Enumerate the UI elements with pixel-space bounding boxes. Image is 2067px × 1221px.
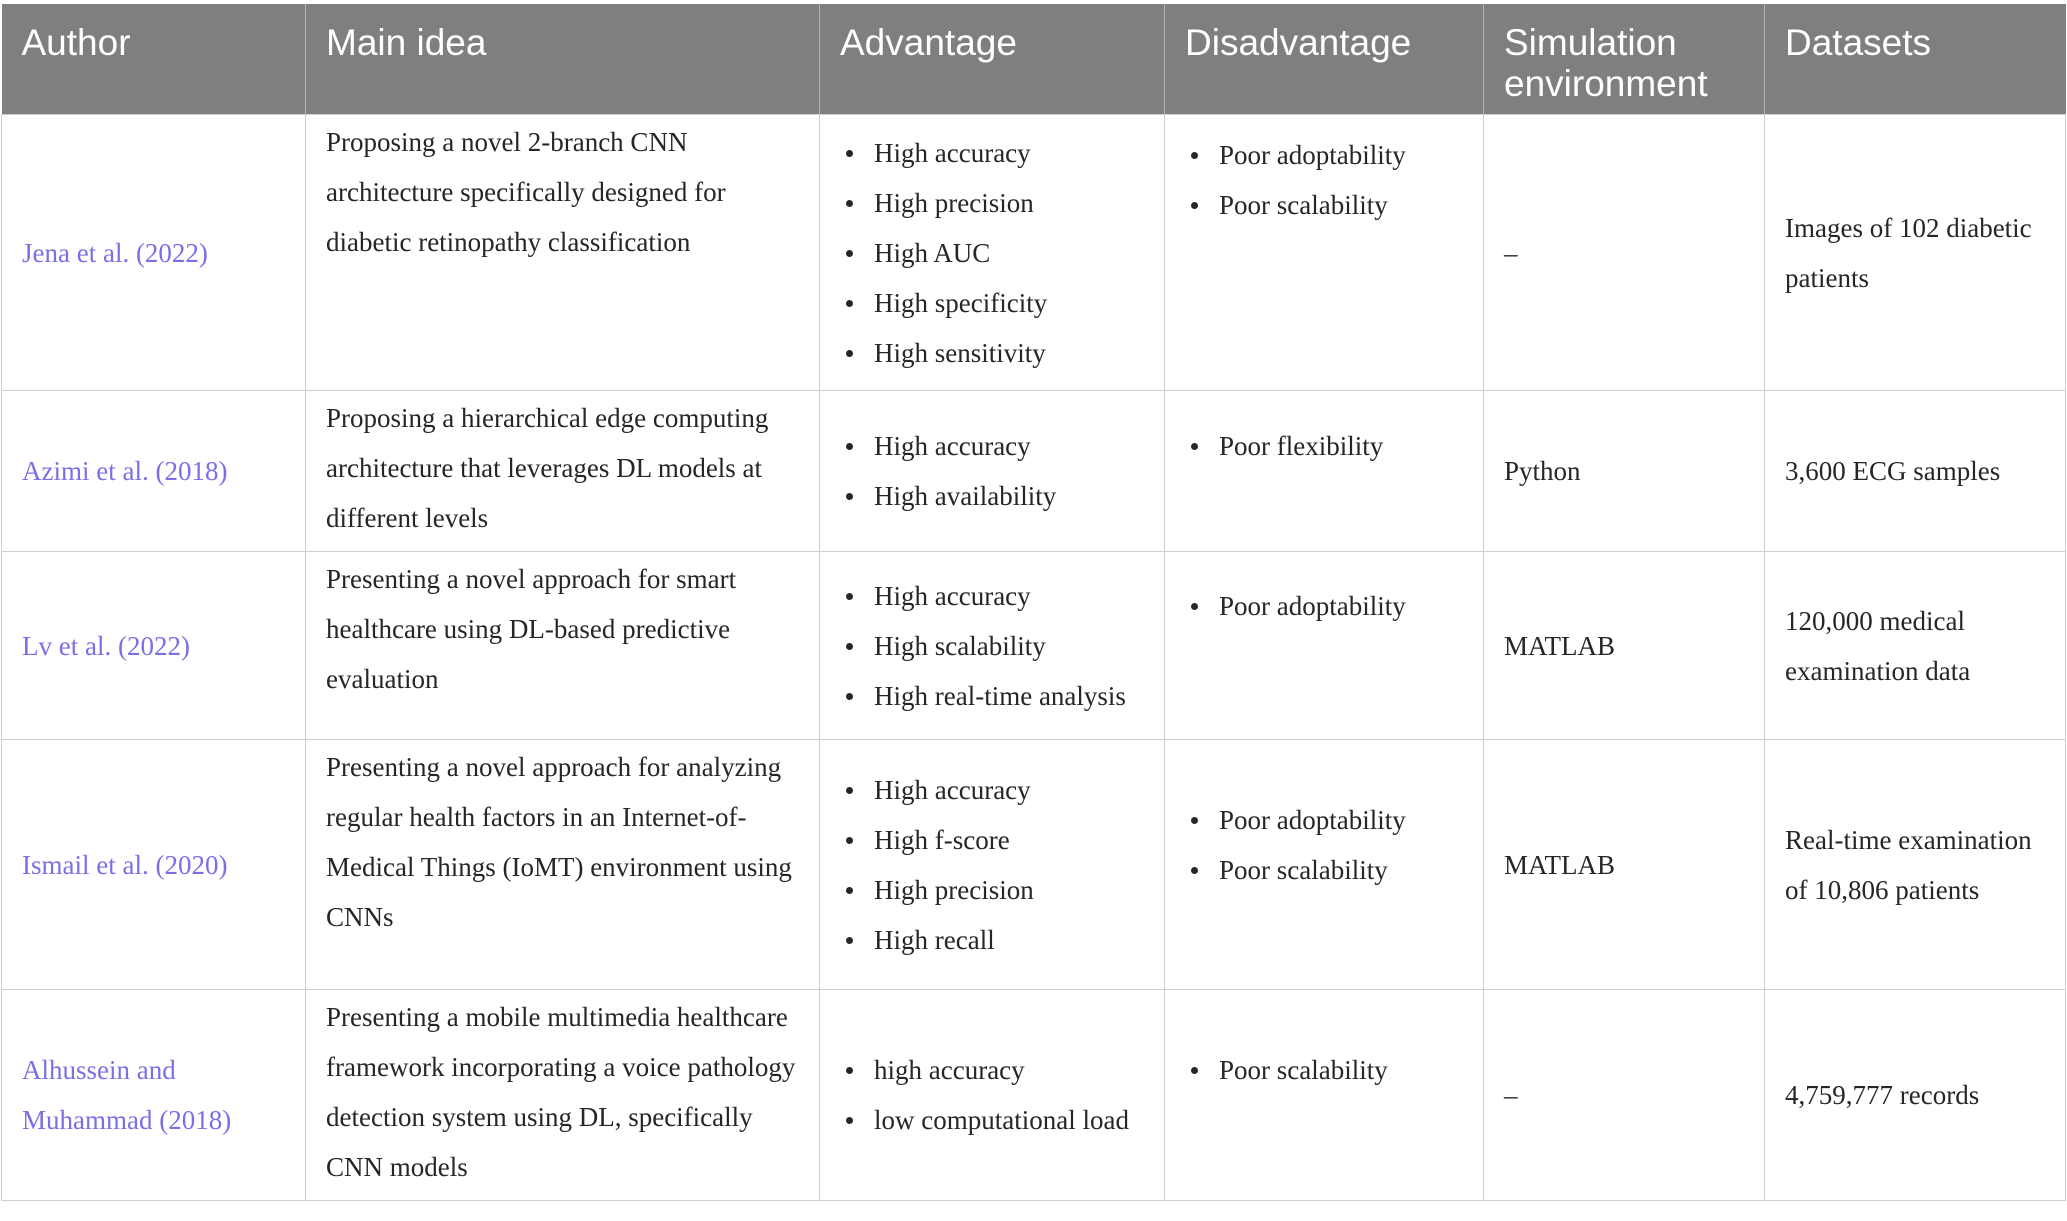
datasets-cell: 120,000 medical examination data bbox=[1765, 552, 2066, 740]
author-link[interactable]: Alhussein and Muhammad (2018) bbox=[2, 990, 306, 1201]
advantage-cell bbox=[820, 391, 1165, 552]
advantage-item: High accuracy bbox=[840, 765, 1144, 815]
table-row bbox=[2, 115, 2066, 391]
datasets-cell: Images of 102 diabetic patients bbox=[1765, 115, 2066, 391]
main-idea-cell: Proposing a novel 2-branch CNN architecture specifically designed for diabetic retinopathy classification bbox=[306, 115, 820, 391]
datasets-cell: 4,759,777 records bbox=[1765, 990, 2066, 1201]
simulation-cell: MATLAB bbox=[1484, 740, 1765, 990]
disadvantage-item: Poor scalability bbox=[1185, 180, 1463, 230]
simulation-cell: – bbox=[1484, 990, 1765, 1201]
disadvantage-list bbox=[1185, 1045, 1463, 1095]
datasets-cell: 3,600 ECG samples bbox=[1765, 391, 2066, 552]
advantage-item: High availability bbox=[840, 471, 1144, 521]
advantage-cell bbox=[820, 990, 1165, 1201]
advantage-item: High accuracy bbox=[840, 421, 1144, 471]
advantage-item: High accuracy bbox=[840, 571, 1144, 621]
disadvantage-item: Poor flexibility bbox=[1185, 421, 1463, 471]
header-advantage: Advantage bbox=[820, 4, 1165, 115]
advantage-item: High sensitivity bbox=[840, 328, 1144, 378]
simulation-cell: MATLAB bbox=[1484, 552, 1765, 740]
advantage-list bbox=[840, 1045, 1144, 1145]
advantage-item: low computational load bbox=[840, 1095, 1144, 1145]
disadvantage-list bbox=[1185, 795, 1463, 895]
disadvantage-list bbox=[1185, 130, 1463, 230]
author-link[interactable]: Ismail et al. (2020) bbox=[2, 740, 306, 990]
author-link[interactable]: Lv et al. (2022) bbox=[2, 552, 306, 740]
advantage-list bbox=[840, 421, 1144, 521]
table-row bbox=[2, 552, 2066, 740]
main-idea-cell: Presenting a novel approach for analyzing regular health factors in an Internet-of-Medical Things (IoMT) environment using CNNs bbox=[306, 740, 820, 990]
advantage-item: High real-time analysis bbox=[840, 671, 1144, 721]
datasets-cell: Real-time examination of 10,806 patients bbox=[1765, 740, 2066, 990]
header-row bbox=[2, 4, 2066, 115]
header-disadvantage: Disadvantage bbox=[1165, 4, 1484, 115]
table-header bbox=[2, 4, 2066, 115]
main-idea-cell: Presenting a novel approach for smart healthcare using DL-based predictive evaluation bbox=[306, 552, 820, 740]
advantage-cell bbox=[820, 740, 1165, 990]
main-idea-cell: Proposing a hierarchical edge computing architecture that leverages DL models at different levels bbox=[306, 391, 820, 552]
advantage-cell bbox=[820, 115, 1165, 391]
advantage-item: High recall bbox=[840, 915, 1144, 965]
disadvantage-cell bbox=[1165, 990, 1484, 1201]
table-row bbox=[2, 391, 2066, 552]
disadvantage-item: Poor adoptability bbox=[1185, 130, 1463, 180]
header-simulation-environment: Simulation environment bbox=[1484, 4, 1765, 115]
disadvantage-item: Poor adoptability bbox=[1185, 581, 1463, 631]
advantage-item: High AUC bbox=[840, 228, 1144, 278]
header-datasets: Datasets bbox=[1765, 4, 2066, 115]
disadvantage-list bbox=[1185, 581, 1463, 631]
header-main-idea: Main idea bbox=[306, 4, 820, 115]
table-row bbox=[2, 740, 2066, 990]
advantage-item: high accuracy bbox=[840, 1045, 1144, 1095]
disadvantage-cell bbox=[1165, 740, 1484, 990]
advantage-item: High precision bbox=[840, 178, 1144, 228]
advantage-list bbox=[840, 128, 1144, 378]
simulation-cell: – bbox=[1484, 115, 1765, 391]
literature-table bbox=[1, 4, 2066, 1201]
advantage-list bbox=[840, 765, 1144, 965]
author-link[interactable]: Azimi et al. (2018) bbox=[2, 391, 306, 552]
table-body bbox=[2, 115, 2066, 1201]
disadvantage-cell bbox=[1165, 391, 1484, 552]
disadvantage-item: Poor scalability bbox=[1185, 845, 1463, 895]
disadvantage-list bbox=[1185, 421, 1463, 471]
advantage-item: High f-score bbox=[840, 815, 1144, 865]
advantage-item: High accuracy bbox=[840, 128, 1144, 178]
advantage-list bbox=[840, 571, 1144, 721]
author-link[interactable]: Jena et al. (2022) bbox=[2, 115, 306, 391]
advantage-item: High precision bbox=[840, 865, 1144, 915]
disadvantage-cell bbox=[1165, 552, 1484, 740]
disadvantage-item: Poor scalability bbox=[1185, 1045, 1463, 1095]
disadvantage-cell bbox=[1165, 115, 1484, 391]
disadvantage-item: Poor adoptability bbox=[1185, 795, 1463, 845]
header-author: Author bbox=[2, 4, 306, 115]
advantage-cell bbox=[820, 552, 1165, 740]
main-idea-cell: Presenting a mobile multimedia healthcare framework incorporating a voice pathology detection system using DL, specifically CNN models bbox=[306, 990, 820, 1201]
simulation-cell: Python bbox=[1484, 391, 1765, 552]
advantage-item: High specificity bbox=[840, 278, 1144, 328]
advantage-item: High scalability bbox=[840, 621, 1144, 671]
table-row bbox=[2, 990, 2066, 1201]
